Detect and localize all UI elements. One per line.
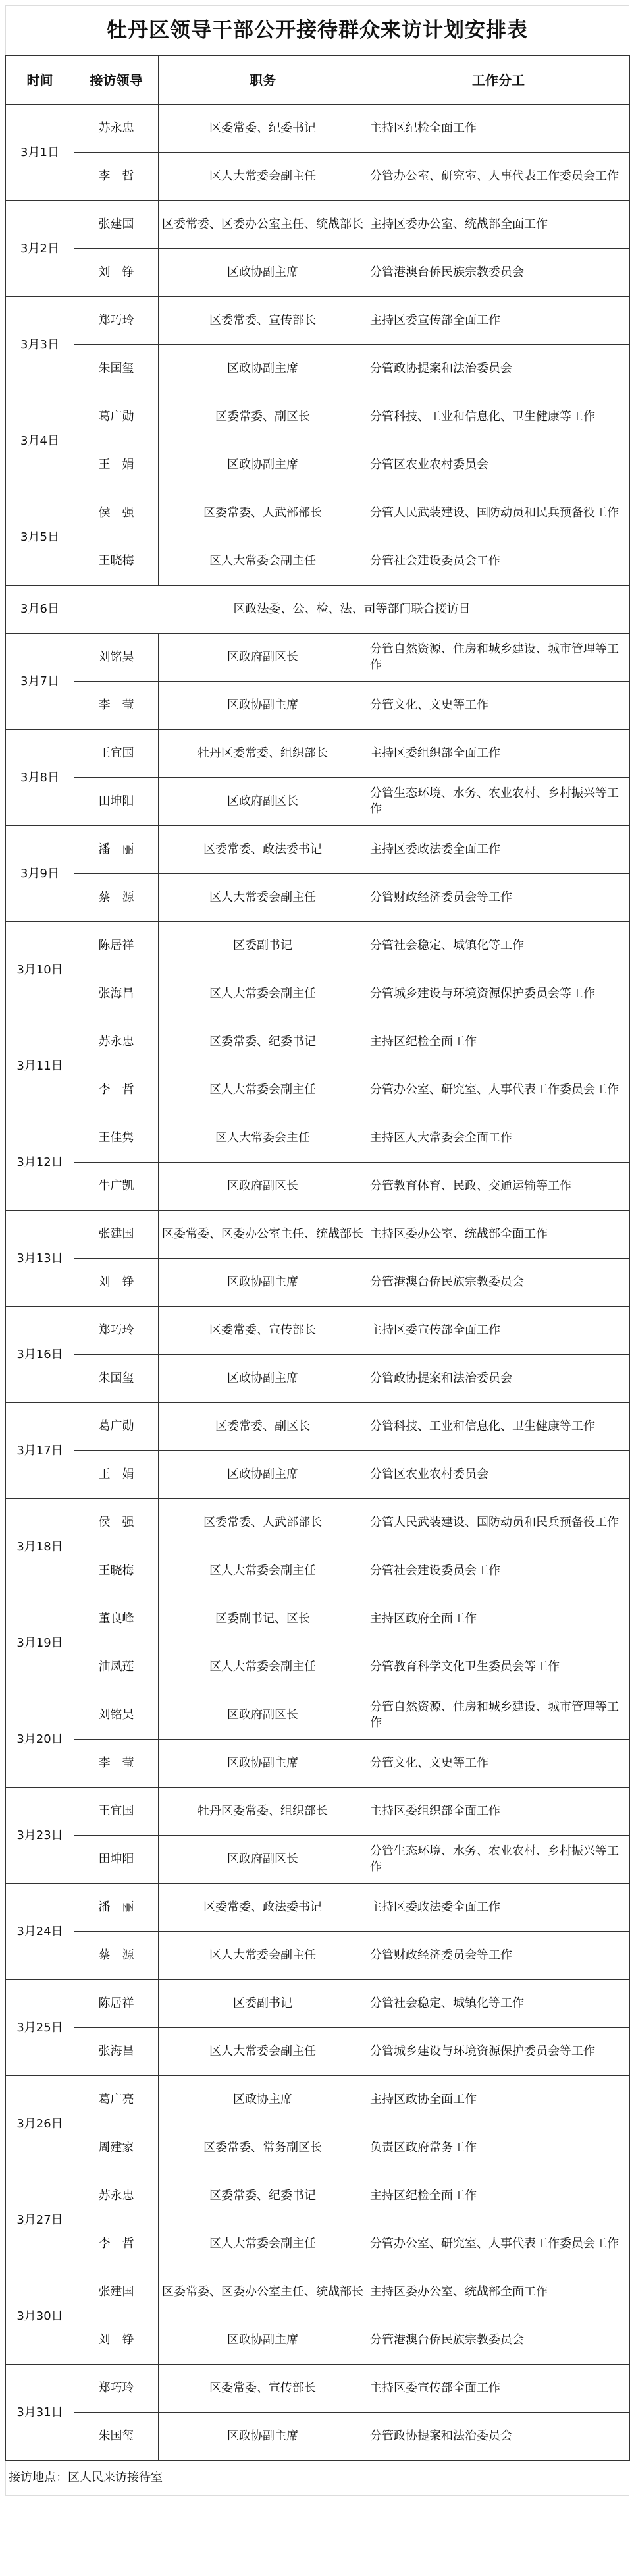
date-cell: 3月12日: [6, 1114, 74, 1211]
leader-name: 油凤莲: [74, 1643, 159, 1691]
work-duties: 主持区纪检全面工作: [367, 1018, 630, 1066]
work-duties: 主持区委政法委全面工作: [367, 1884, 630, 1932]
table-row: [6, 1691, 630, 1740]
table-row: [6, 1547, 630, 1595]
table-row: [6, 489, 630, 537]
work-duties: 分管办公室、研究室、人事代表工作委员会工作: [367, 1066, 630, 1114]
leader-name: 王 娟: [74, 441, 159, 489]
leader-name: 郑巧玲: [74, 2365, 159, 2413]
work-duties: 分管办公室、研究室、人事代表工作委员会工作: [367, 2220, 630, 2268]
table-row: [6, 2365, 630, 2413]
work-duties: 分管城乡建设与环境资源保护委员会等工作: [367, 2028, 630, 2076]
table-row: [6, 922, 630, 970]
date-cell: 3月24日: [6, 1884, 74, 1980]
work-duties: 分管文化、文史等工作: [367, 682, 630, 730]
leader-position: 区政协副主席: [159, 1355, 367, 1403]
table-row: [6, 249, 630, 297]
leader-name: 张建国: [74, 201, 159, 249]
leader-name: 张海昌: [74, 970, 159, 1018]
leader-name: 刘 铮: [74, 2316, 159, 2365]
date-cell: 3月31日: [6, 2365, 74, 2461]
date-cell: 3月7日: [6, 634, 74, 730]
date-cell: 3月5日: [6, 489, 74, 586]
header-leader: 接访领导: [74, 56, 159, 105]
leader-position: 区政协副主席: [159, 2316, 367, 2365]
leader-position: 区人大常委会副主任: [159, 2028, 367, 2076]
table-row: [6, 1211, 630, 1259]
date-cell: 3月17日: [6, 1403, 74, 1499]
leader-name: 李 哲: [74, 1066, 159, 1114]
work-duties: 负责区政府常务工作: [367, 2124, 630, 2172]
leader-name: 苏永忠: [74, 2172, 159, 2220]
table-row: [6, 2316, 630, 2365]
leader-name: 朱国玺: [74, 1355, 159, 1403]
leader-name: 潘 丽: [74, 826, 159, 874]
leader-name: 朱国玺: [74, 2413, 159, 2461]
date-cell: 3月3日: [6, 297, 74, 393]
work-duties: 主持区人大常委会全面工作: [367, 1114, 630, 1163]
date-cell: 3月18日: [6, 1499, 74, 1595]
schedule-document: [5, 5, 629, 2496]
leader-position: 区委常委、宣传部长: [159, 1307, 367, 1355]
work-duties: 分管科技、工业和信息化、卫生健康等工作: [367, 393, 630, 441]
leader-position: 区人大常委会副主任: [159, 2220, 367, 2268]
joint-reception-cell: 区政法委、公、检、法、司等部门联合接访日: [74, 586, 630, 634]
table-row: [6, 1932, 630, 1980]
work-duties: 分管政协提案和法治委员会: [367, 2413, 630, 2461]
leader-name: 王佳隽: [74, 1114, 159, 1163]
work-duties: 主持区政府全面工作: [367, 1595, 630, 1643]
leader-name: 郑巧玲: [74, 297, 159, 345]
leader-position: 区人大常委会副主任: [159, 1066, 367, 1114]
work-duties: 分管人民武装建设、国防动员和民兵预备役工作: [367, 1499, 630, 1547]
header-position: 职务: [159, 56, 367, 105]
leader-position: 区委副书记: [159, 922, 367, 970]
leader-name: 王晓梅: [74, 537, 159, 586]
date-cell: 3月2日: [6, 201, 74, 297]
date-cell: 3月6日: [6, 586, 74, 634]
table-row: [6, 970, 630, 1018]
header-date: 时间: [6, 56, 74, 105]
leader-position: 牡丹区委常委、组织部长: [159, 730, 367, 778]
leader-position: 区人大常委会主任: [159, 1114, 367, 1163]
table-row: [6, 153, 630, 201]
leader-position: 区政协副主席: [159, 2413, 367, 2461]
date-cell: 3月10日: [6, 922, 74, 1018]
leader-position: 区人大常委会副主任: [159, 1932, 367, 1980]
table-row: [6, 201, 630, 249]
table-row: [6, 297, 630, 345]
table-row: [6, 1259, 630, 1307]
work-duties: 分管社会建设委员会工作: [367, 1547, 630, 1595]
date-cell: 3月25日: [6, 1980, 74, 2076]
work-duties: 分管自然资源、住房和城乡建设、城市管理等工作: [367, 634, 630, 682]
table-row: [6, 1980, 630, 2028]
date-cell: 3月27日: [6, 2172, 74, 2268]
date-cell: 3月20日: [6, 1691, 74, 1788]
leader-position: 区委常委、宣传部长: [159, 297, 367, 345]
work-duties: 分管生态环境、水务、农业农村、乡村振兴等工作: [367, 778, 630, 826]
leader-name: 侯 强: [74, 1499, 159, 1547]
table-row: [6, 730, 630, 778]
work-duties: 主持区委办公室、统战部全面工作: [367, 201, 630, 249]
date-cell: 3月4日: [6, 393, 74, 489]
leader-position: 区政协副主席: [159, 345, 367, 393]
leader-name: 张建国: [74, 1211, 159, 1259]
leader-position: 区人大常委会副主任: [159, 874, 367, 922]
work-duties: 分管人民武装建设、国防动员和民兵预备役工作: [367, 489, 630, 537]
work-duties: 主持区委宣传部全面工作: [367, 297, 630, 345]
leader-name: 刘 铮: [74, 1259, 159, 1307]
leader-name: 郑巧玲: [74, 1307, 159, 1355]
work-duties: 主持区委办公室、统战部全面工作: [367, 1211, 630, 1259]
table-header-row: [6, 56, 630, 105]
leader-name: 朱国玺: [74, 345, 159, 393]
leader-name: 侯 强: [74, 489, 159, 537]
work-duties: 分管科技、工业和信息化、卫生健康等工作: [367, 1403, 630, 1451]
leader-position: 区委副书记: [159, 1980, 367, 2028]
leader-position: 区委常委、区委办公室主任、统战部长: [159, 2268, 367, 2316]
table-row: [6, 2172, 630, 2220]
leader-name: 蔡 源: [74, 1932, 159, 1980]
leader-name: 田坤阳: [74, 778, 159, 826]
table-row: [6, 1114, 630, 1163]
date-cell: 3月19日: [6, 1595, 74, 1691]
leader-position: 区委常委、常务副区长: [159, 2124, 367, 2172]
leader-name: 王宜国: [74, 730, 159, 778]
work-duties: 分管文化、文史等工作: [367, 1740, 630, 1788]
leader-position: 区人大常委会副主任: [159, 153, 367, 201]
table-row: [6, 1066, 630, 1114]
work-duties: 分管财政经济委员会等工作: [367, 1932, 630, 1980]
leader-name: 苏永忠: [74, 105, 159, 153]
leader-name: 李 哲: [74, 153, 159, 201]
leader-name: 张海昌: [74, 2028, 159, 2076]
leader-name: 周建家: [74, 2124, 159, 2172]
work-duties: 主持区纪检全面工作: [367, 2172, 630, 2220]
visit-location-note: 接访地点：区人民来访接待室: [5, 2461, 629, 2496]
work-duties: 分管港澳台侨民族宗教委员会: [367, 1259, 630, 1307]
table-row: [6, 2268, 630, 2316]
work-duties: 分管财政经济委员会等工作: [367, 874, 630, 922]
table-row: [6, 1499, 630, 1547]
leader-name: 牛广凯: [74, 1163, 159, 1211]
work-duties: 主持区纪检全面工作: [367, 105, 630, 153]
table-row: [6, 393, 630, 441]
leader-position: 区政府副区长: [159, 634, 367, 682]
table-row: [6, 1740, 630, 1788]
work-duties: 分管城乡建设与环境资源保护委员会等工作: [367, 970, 630, 1018]
table-row: [6, 2220, 630, 2268]
date-cell: 3月16日: [6, 1307, 74, 1403]
date-cell: 3月13日: [6, 1211, 74, 1307]
leader-position: 区人大常委会副主任: [159, 537, 367, 586]
page-title: 牡丹区领导干部公开接待群众来访计划安排表: [5, 5, 629, 55]
leader-name: 陈居祥: [74, 1980, 159, 2028]
leader-position: 区政协主席: [159, 2076, 367, 2124]
table-row: [6, 1595, 630, 1643]
leader-position: 区委常委、纪委书记: [159, 105, 367, 153]
leader-position: 区委常委、政法委书记: [159, 1884, 367, 1932]
table-row: [6, 1403, 630, 1451]
leader-position: 区政协副主席: [159, 1451, 367, 1499]
leader-name: 王宜国: [74, 1788, 159, 1836]
leader-name: 李 哲: [74, 2220, 159, 2268]
leader-name: 李 莹: [74, 682, 159, 730]
leader-position: 区人大常委会副主任: [159, 970, 367, 1018]
leader-position: 区政府副区长: [159, 1836, 367, 1884]
leader-position: 区委常委、纪委书记: [159, 2172, 367, 2220]
work-duties: 分管区农业农村委员会: [367, 1451, 630, 1499]
table-row: [6, 1836, 630, 1884]
table-row: [6, 441, 630, 489]
leader-name: 葛广勋: [74, 1403, 159, 1451]
leader-position: 区委常委、宣传部长: [159, 2365, 367, 2413]
leader-name: 刘铭昊: [74, 1691, 159, 1740]
table-row: [6, 1018, 630, 1066]
work-duties: 主持区委政法委全面工作: [367, 826, 630, 874]
leader-name: 葛广勋: [74, 393, 159, 441]
schedule-table: [5, 55, 630, 2461]
table-row: [6, 1307, 630, 1355]
leader-position: 区政府副区长: [159, 778, 367, 826]
work-duties: 分管港澳台侨民族宗教委员会: [367, 2316, 630, 2365]
work-duties: 分管政协提案和法治委员会: [367, 345, 630, 393]
table-row: [6, 1788, 630, 1836]
table-row: [6, 874, 630, 922]
table-row: [6, 1643, 630, 1691]
leader-position: 区委常委、人武部部长: [159, 1499, 367, 1547]
table-row: [6, 634, 630, 682]
table-row: [6, 105, 630, 153]
leader-name: 刘铭昊: [74, 634, 159, 682]
work-duties: 分管自然资源、住房和城乡建设、城市管理等工作: [367, 1691, 630, 1740]
leader-name: 王晓梅: [74, 1547, 159, 1595]
date-cell: 3月30日: [6, 2268, 74, 2365]
work-duties: 分管生态环境、水务、农业农村、乡村振兴等工作: [367, 1836, 630, 1884]
work-duties: 分管港澳台侨民族宗教委员会: [367, 249, 630, 297]
table-row: [6, 1355, 630, 1403]
leader-position: 区政协副主席: [159, 441, 367, 489]
date-cell: 3月11日: [6, 1018, 74, 1114]
date-cell: 3月8日: [6, 730, 74, 826]
work-duties: 主持区委宣传部全面工作: [367, 1307, 630, 1355]
leader-position: 区委常委、人武部部长: [159, 489, 367, 537]
leader-position: 牡丹区委常委、组织部长: [159, 1788, 367, 1836]
leader-position: 区委常委、区委办公室主任、统战部长: [159, 1211, 367, 1259]
leader-name: 董良峰: [74, 1595, 159, 1643]
leader-name: 蔡 源: [74, 874, 159, 922]
leader-position: 区政府副区长: [159, 1691, 367, 1740]
work-duties: 分管社会稳定、城镇化等工作: [367, 922, 630, 970]
work-duties: 主持区委组织部全面工作: [367, 730, 630, 778]
work-duties: 分管区农业农村委员会: [367, 441, 630, 489]
date-cell: 3月1日: [6, 105, 74, 201]
leader-name: 李 莹: [74, 1740, 159, 1788]
table-row: [6, 682, 630, 730]
work-duties: 分管社会稳定、城镇化等工作: [367, 1980, 630, 2028]
leader-position: 区委副书记、区长: [159, 1595, 367, 1643]
leader-name: 张建国: [74, 2268, 159, 2316]
work-duties: 主持区委宣传部全面工作: [367, 2365, 630, 2413]
leader-position: 区委常委、副区长: [159, 393, 367, 441]
date-cell: 3月9日: [6, 826, 74, 922]
table-row: [6, 537, 630, 586]
leader-position: 区政协副主席: [159, 682, 367, 730]
leader-position: 区政协副主席: [159, 1259, 367, 1307]
leader-position: 区政协副主席: [159, 1740, 367, 1788]
schedule-body: [6, 105, 630, 2461]
work-duties: 分管教育体育、民政、交通运输等工作: [367, 1163, 630, 1211]
leader-position: 区委常委、副区长: [159, 1403, 367, 1451]
work-duties: 分管政协提案和法治委员会: [367, 1355, 630, 1403]
leader-position: 区委常委、区委办公室主任、统战部长: [159, 201, 367, 249]
leader-position: 区政府副区长: [159, 1163, 367, 1211]
leader-name: 潘 丽: [74, 1884, 159, 1932]
leader-name: 田坤阳: [74, 1836, 159, 1884]
table-row: [6, 826, 630, 874]
leader-position: 区委常委、政法委书记: [159, 826, 367, 874]
leader-position: 区人大常委会副主任: [159, 1547, 367, 1595]
leader-name: 葛广亮: [74, 2076, 159, 2124]
work-duties: 主持区委办公室、统战部全面工作: [367, 2268, 630, 2316]
leader-position: 区人大常委会副主任: [159, 1643, 367, 1691]
date-cell: 3月26日: [6, 2076, 74, 2172]
table-row: [6, 1451, 630, 1499]
work-duties: 分管社会建设委员会工作: [367, 537, 630, 586]
table-row: [6, 2124, 630, 2172]
table-row: [6, 1163, 630, 1211]
leader-name: 苏永忠: [74, 1018, 159, 1066]
work-duties: 分管办公室、研究室、人事代表工作委员会工作: [367, 153, 630, 201]
leader-position: 区政协副主席: [159, 249, 367, 297]
table-row: [6, 2413, 630, 2461]
work-duties: 分管教育科学文化卫生委员会等工作: [367, 1643, 630, 1691]
leader-name: 王 娟: [74, 1451, 159, 1499]
table-row: [6, 345, 630, 393]
work-duties: 主持区委组织部全面工作: [367, 1788, 630, 1836]
leader-name: 刘 铮: [74, 249, 159, 297]
leader-name: 陈居祥: [74, 922, 159, 970]
table-row: [6, 778, 630, 826]
header-duties: 工作分工: [367, 56, 630, 105]
date-cell: 3月23日: [6, 1788, 74, 1884]
work-duties: 主持区政协全面工作: [367, 2076, 630, 2124]
table-row: [6, 2076, 630, 2124]
table-row: [6, 2028, 630, 2076]
table-row: [6, 1884, 630, 1932]
leader-position: 区委常委、纪委书记: [159, 1018, 367, 1066]
